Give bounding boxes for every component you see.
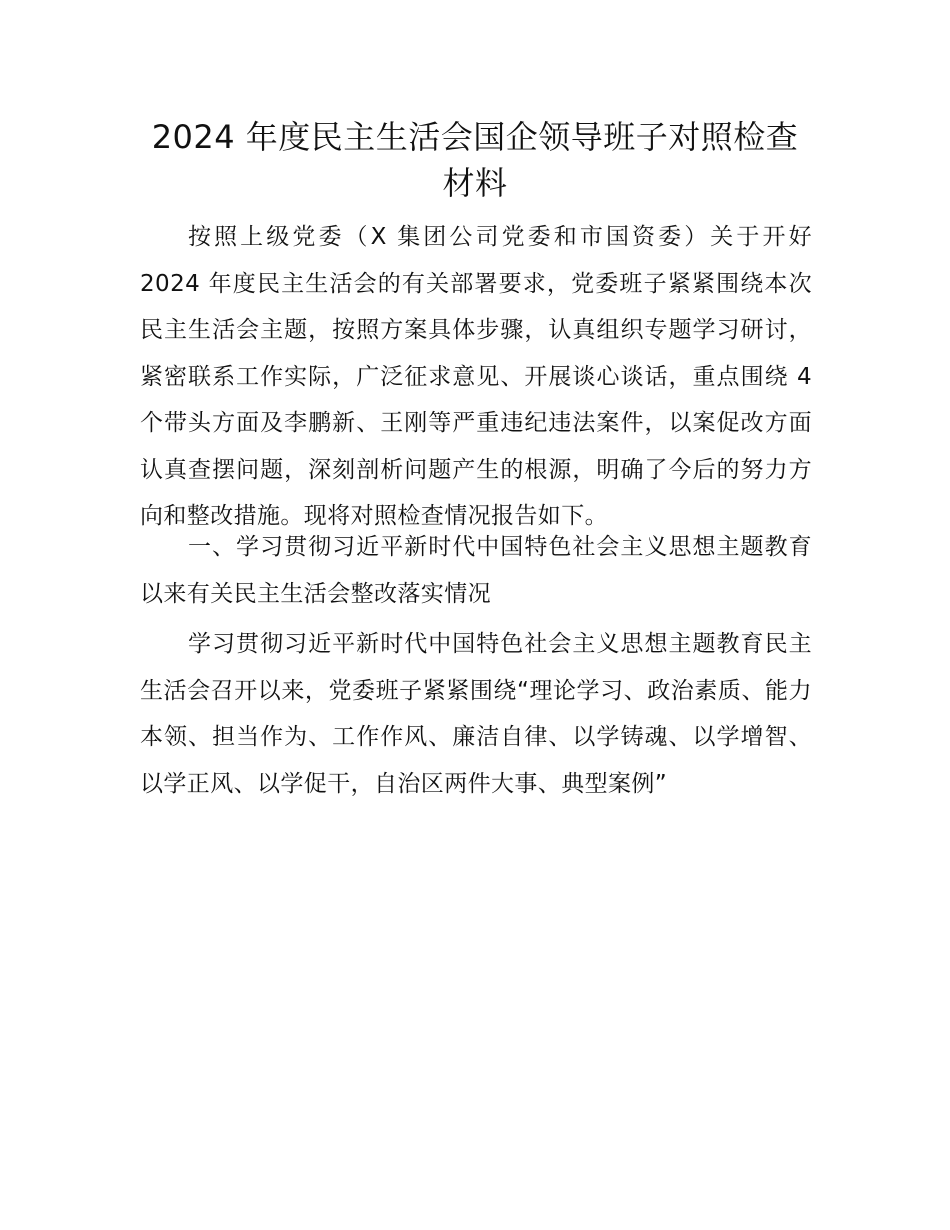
document-title: 2024 年度民主生活会国企领导班子对照检查材料 — [151, 118, 799, 202]
section-heading-1: 一、学习贯彻习近平新时代中国特色社会主义思想主题教育以来有关民主生活会整改落实情况 — [140, 534, 812, 607]
paragraph-intro: 按照上级党委（X 集团公司党委和市国资委）关于开好 2024 年度民主生活会的有关部署要求，党委班子紧紧围绕本次民主生活会主题，按照方案具体步骤，认真组织专题学习研讨，紧密联系工作实际，广泛征求意见、开展谈心谈话，重点围绕 4 个带头方面及李鹏新、王刚等严重违纪违法案件，以案促改方面认真查摆问题，深刻剖析问题产生的根源，明确了今后的努力方向和整改措施。现将对照检查情况报告如下。 — [140, 224, 812, 529]
paragraph-section-1: 学习贯彻习近平新时代中国特色社会主义思想主题教育民主生活会召开以来，党委班子紧紧围绕“理论学习、政治素质、能力本领、担当作为、工作作风、廉洁自律、以学铸魂、以学增智、以学正风、以学促干，自治区两件大事、典型案例” — [140, 631, 812, 797]
